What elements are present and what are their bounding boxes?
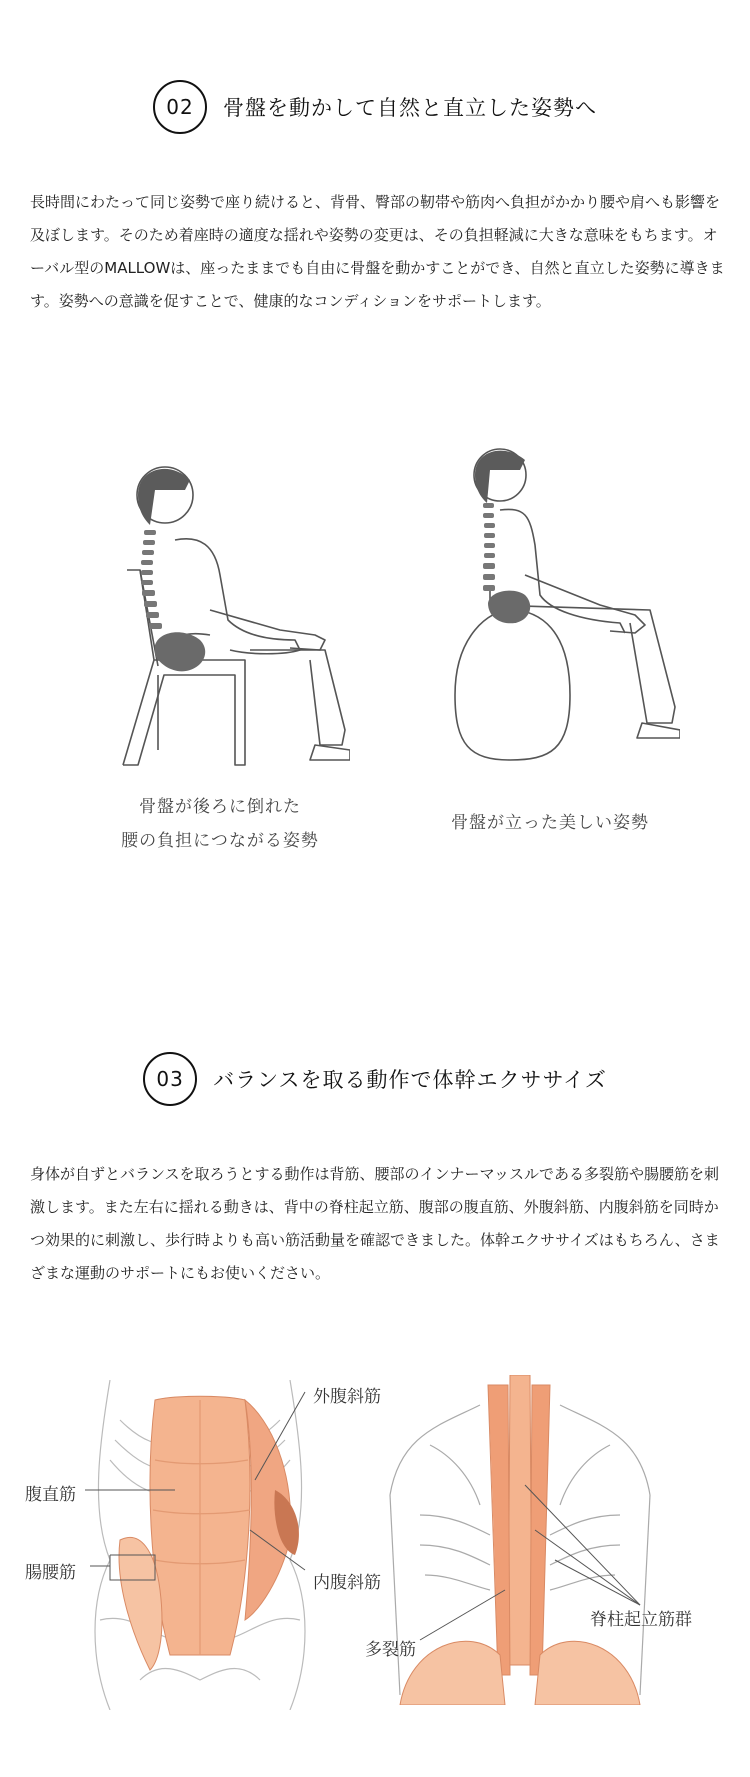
label-erector-spinae: 脊柱起立筋群: [590, 1610, 692, 1630]
section-title: 骨盤を動かして自然と直立した姿勢へ: [223, 96, 597, 120]
section-03-header: [0, 1052, 750, 1106]
label-multifidus: 多裂筋: [365, 1640, 416, 1660]
section-03-body: 身体が自ずとバランスを取ろうとする動作は背筋、腰部のインナーマッスルである多裂筋や腸腰筋を刺激します。また左右に揺れる動きは、背中の脊柱起立筋、腹部の腹直筋、外腹斜筋、内腹斜筋を同時かつ効果的に刺激し、歩行時よりも高い筋活動量を確認できました。体幹エクササイズはもちろん、さまざまな運動のサポートにもお使いください。: [30, 1165, 720, 1282]
upright-ball-posture-illustration: [450, 445, 680, 765]
caption-upright: 骨盤が立った美しい姿勢: [451, 813, 649, 833]
section-number-badge: 03: [143, 1052, 197, 1106]
slouched-chair-posture-illustration: [110, 450, 350, 770]
caption-slouched-line1: 骨盤が後ろに倒れた: [139, 797, 301, 817]
label-internal-oblique: 内腹斜筋: [313, 1573, 381, 1593]
right-anatomy-leader-lines: [0, 1440, 750, 1660]
section-title: バランスを取る動作で体幹エクササイズ: [213, 1068, 607, 1092]
section-02-header: [0, 80, 750, 134]
label-iliopsoas: 腸腰筋: [25, 1563, 76, 1583]
label-rectus-abdominis: 腹直筋: [25, 1485, 76, 1505]
section-number-badge: 02: [153, 80, 207, 134]
caption-slouched: [90, 790, 350, 858]
caption-slouched-line2: 腰の負担につながる姿勢: [121, 831, 319, 851]
section-02-body: 長時間にわたって同じ姿勢で座り続けると、背骨、臀部の靭帯や筋肉へ負担がかかり腰や肩へも影響を及ぼします。そのため着座時の適度な揺れや姿勢の変更は、その負担軽減に大きな意味をもちます。オーバル型のMALLOWは、座ったままでも自由に骨盤を動かすことができ、自然と直立した姿勢に導きます。姿勢への意識を促すことで、健康的なコンディションをサポートします。: [30, 193, 725, 310]
label-external-oblique: 外腹斜筋: [313, 1387, 381, 1407]
